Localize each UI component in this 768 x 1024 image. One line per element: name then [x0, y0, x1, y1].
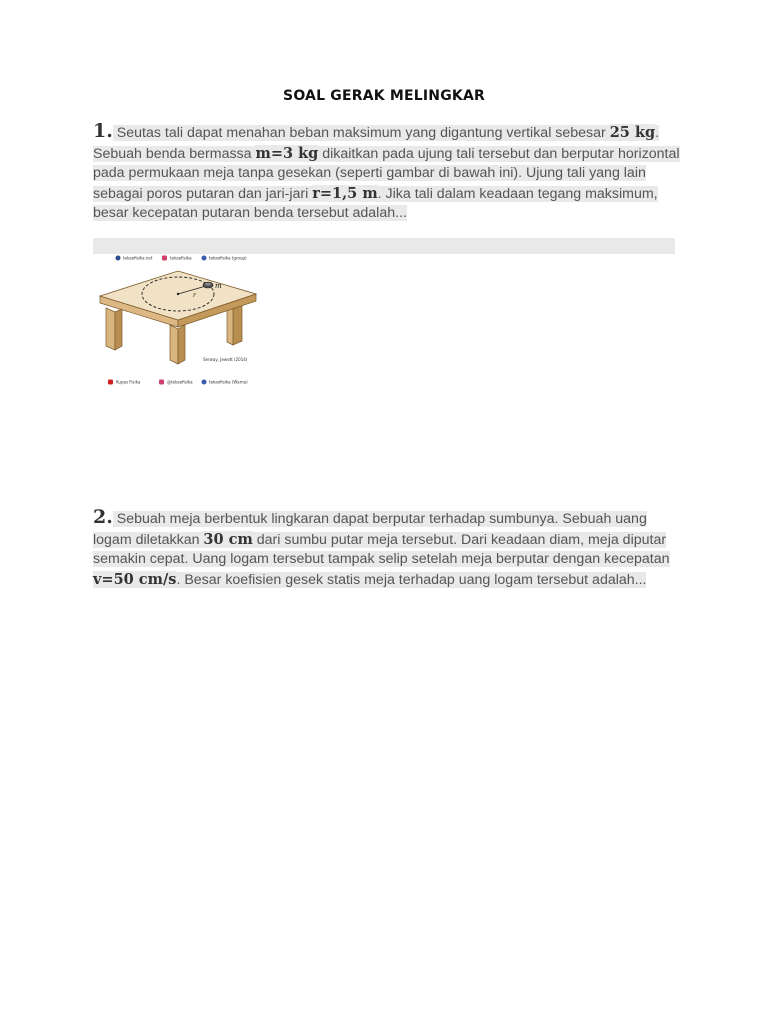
- question-text: . Sebuah benda bermassa: [93, 125, 660, 162]
- math-expression: v=50 cm/s: [93, 570, 177, 588]
- math-expression: 30 cm: [203, 530, 253, 548]
- question-text: Seutas tali dapat menahan beban maksimum yang digantung vertikal sebesar: [112, 125, 610, 141]
- question-number: 1.: [93, 120, 113, 142]
- figure-label: tekaofisika.net: [123, 255, 153, 261]
- math-expression: r=1,5 m: [312, 184, 378, 202]
- figure-label: Kupas Fisika: [116, 379, 141, 385]
- page-title: SOAL GERAK MELINGKAR: [283, 88, 485, 104]
- figure-credit: Serway, Jewett (2014): [203, 357, 248, 362]
- figure-label: @tekaofisika: [167, 379, 193, 385]
- question-1: [93, 122, 683, 224]
- figure-label: tekaofisika (group): [209, 255, 247, 261]
- question-2: [93, 508, 683, 590]
- math-expression: m=3 kg: [255, 144, 319, 162]
- figure-label: tekaofisika: [170, 255, 192, 261]
- radius-label: r: [193, 292, 196, 299]
- question-text: dari sumbu putar meja tersebut. Dari keadaan diam, meja diputar semakin cepat. Uang logam tersebut tampak selip setelah meja berputar dengan kecepatan: [93, 531, 670, 567]
- mass-label: m: [215, 282, 222, 290]
- figure-label: tekaofisika (Warna): [209, 379, 248, 385]
- question-text: . Jika tali dalam keadaan tegang maksimum, besar kecepatan putaran benda tersebut adalah...: [93, 185, 658, 221]
- question-text: . Besar koefisien gesek statis meja terhadap uang logam tersebut adalah...: [176, 571, 647, 588]
- rotating-table-figure: [96, 252, 260, 392]
- question-number: 2.: [93, 506, 113, 528]
- question-text: Sebuah meja berbentuk lingkaran dapat berputar terhadap sumbunya. Sebuah uang logam diletakkan: [93, 511, 647, 548]
- question-text: dikaitkan pada ujung tali tersebut dan berputar horizontal pada permukaan meja tanpa gesekan (seperti gambar di bawah ini). Ujung tali yang lain sebagai poros putaran dan jari-jari: [93, 145, 680, 202]
- math-expression: 25 kg: [609, 124, 656, 141]
